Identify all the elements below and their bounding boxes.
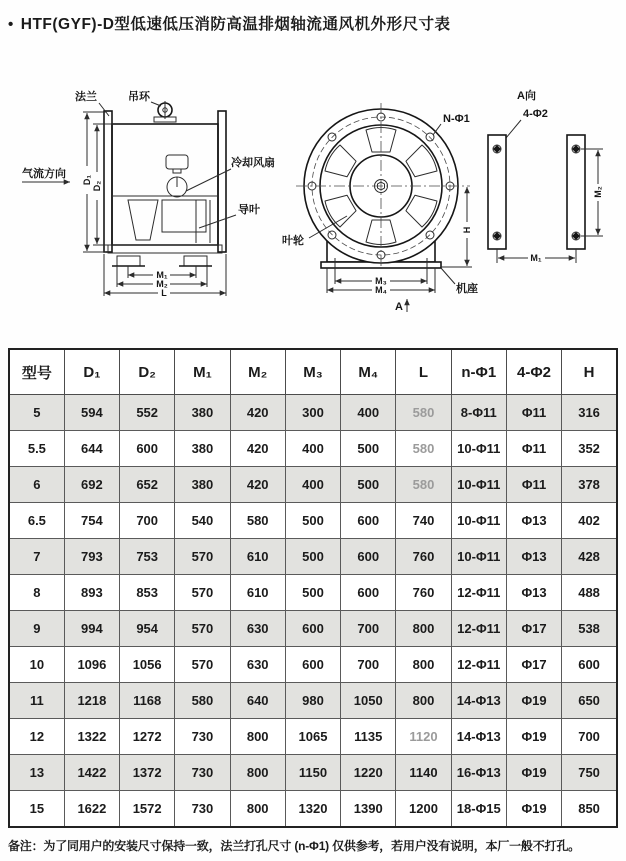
cell-d2: 600 bbox=[120, 431, 175, 467]
label-cooling-fan: 冷却风扇 bbox=[231, 157, 275, 169]
dim-label-l: L bbox=[161, 288, 167, 298]
cell-l: 800 bbox=[396, 647, 451, 683]
cell-model: 12 bbox=[9, 719, 64, 755]
table-row bbox=[9, 431, 617, 467]
table-row bbox=[9, 791, 617, 828]
cell-n-phi1: 8-Φ11 bbox=[451, 395, 506, 431]
cell-m4: 400 bbox=[341, 395, 396, 431]
cell-d2: 1168 bbox=[120, 683, 175, 719]
cell-d2: 1372 bbox=[120, 755, 175, 791]
cell-n-phi1: 10-Φ11 bbox=[451, 467, 506, 503]
cell-n-phi1: 10-Φ11 bbox=[451, 503, 506, 539]
cell-m1: 580 bbox=[175, 683, 230, 719]
cell-m2: 420 bbox=[230, 431, 285, 467]
cell-m2: 800 bbox=[230, 719, 285, 755]
cell-m4: 1390 bbox=[341, 791, 396, 828]
cell-m3: 500 bbox=[285, 539, 340, 575]
cell-m4: 1135 bbox=[341, 719, 396, 755]
cell-l: 760 bbox=[396, 575, 451, 611]
label-guide-vane: 导叶 bbox=[238, 204, 260, 216]
cell-m3: 1320 bbox=[285, 791, 340, 828]
cell-m1: 730 bbox=[175, 719, 230, 755]
table-row bbox=[9, 503, 617, 539]
cell-model: 10 bbox=[9, 647, 64, 683]
cell-d1: 1622 bbox=[64, 791, 119, 828]
dim-label-m2-side: M₂ bbox=[156, 279, 168, 289]
cell-m3: 400 bbox=[285, 431, 340, 467]
cell-model: 11 bbox=[9, 683, 64, 719]
cell-model: 5 bbox=[9, 395, 64, 431]
cell-l: 1200 bbox=[396, 791, 451, 828]
cell-n-phi1: 12-Φ11 bbox=[451, 611, 506, 647]
dim-label-m1-side: M₁ bbox=[156, 270, 168, 280]
cell-4-phi2: Φ11 bbox=[506, 395, 561, 431]
cell-d2: 1056 bbox=[120, 647, 175, 683]
cell-d1: 594 bbox=[64, 395, 119, 431]
cell-m1: 570 bbox=[175, 611, 230, 647]
cell-d1: 994 bbox=[64, 611, 119, 647]
cell-h: 402 bbox=[562, 503, 617, 539]
cell-m4: 600 bbox=[341, 503, 396, 539]
cell-m1: 730 bbox=[175, 791, 230, 828]
header-d1: D₁ bbox=[64, 349, 119, 395]
header-n-phi1: n-Φ1 bbox=[451, 349, 506, 395]
cell-m4: 700 bbox=[341, 647, 396, 683]
cell-d2: 853 bbox=[120, 575, 175, 611]
dim-label-m3: M₃ bbox=[375, 276, 387, 286]
dim-label-m4: M₄ bbox=[375, 285, 387, 295]
table-row bbox=[9, 575, 617, 611]
cell-m2: 640 bbox=[230, 683, 285, 719]
cell-l: 580 bbox=[396, 431, 451, 467]
cell-n-phi1: 16-Φ13 bbox=[451, 755, 506, 791]
side-view-drawing bbox=[22, 89, 275, 298]
header-m1: M₁ bbox=[175, 349, 230, 395]
footnote: 备注：为了同用户的安装尺寸保持一致，法兰打孔尺寸 (n-Φ1) 仅供参考，若用户没有说明，本厂一般不打孔。 bbox=[8, 839, 580, 853]
cell-4-phi2: Φ19 bbox=[506, 683, 561, 719]
cell-m1: 570 bbox=[175, 575, 230, 611]
header-m2: M₂ bbox=[230, 349, 285, 395]
cell-d2: 954 bbox=[120, 611, 175, 647]
table-header bbox=[9, 349, 617, 395]
cell-m4: 1050 bbox=[341, 683, 396, 719]
table-row bbox=[9, 611, 617, 647]
cell-m1: 570 bbox=[175, 539, 230, 575]
cell-m3: 1065 bbox=[285, 719, 340, 755]
cell-h: 700 bbox=[562, 719, 617, 755]
cell-n-phi1: 12-Φ11 bbox=[451, 575, 506, 611]
cell-d2: 700 bbox=[120, 503, 175, 539]
cell-d1: 754 bbox=[64, 503, 119, 539]
label-impeller: 叶轮 bbox=[282, 235, 304, 247]
cell-m4: 500 bbox=[341, 431, 396, 467]
bullet-icon: • bbox=[8, 16, 14, 33]
cell-m2: 580 bbox=[230, 503, 285, 539]
cell-model: 6.5 bbox=[9, 503, 64, 539]
table-header-row bbox=[9, 349, 617, 395]
cell-l: 800 bbox=[396, 683, 451, 719]
label-base: 机座 bbox=[456, 283, 478, 295]
cell-m3: 500 bbox=[285, 503, 340, 539]
cell-h: 428 bbox=[562, 539, 617, 575]
header-h: H bbox=[562, 349, 617, 395]
cell-d2: 652 bbox=[120, 467, 175, 503]
cell-m4: 500 bbox=[341, 467, 396, 503]
label-a-view: A向 bbox=[517, 90, 536, 102]
table-row bbox=[9, 683, 617, 719]
cell-m2: 420 bbox=[230, 395, 285, 431]
cell-m1: 380 bbox=[175, 431, 230, 467]
cell-n-phi1: 14-Φ13 bbox=[451, 719, 506, 755]
table-row bbox=[9, 395, 617, 431]
table-row bbox=[9, 539, 617, 575]
cell-m1: 380 bbox=[175, 467, 230, 503]
dimension-diagram bbox=[0, 68, 626, 348]
cell-4-phi2: Φ11 bbox=[506, 467, 561, 503]
label-lifting-ring: 吊环 bbox=[128, 91, 150, 103]
cell-d1: 692 bbox=[64, 467, 119, 503]
cell-d1: 1096 bbox=[64, 647, 119, 683]
cell-model: 13 bbox=[9, 755, 64, 791]
cell-m4: 1220 bbox=[341, 755, 396, 791]
cell-m1: 540 bbox=[175, 503, 230, 539]
label-n-phi1: N-Φ1 bbox=[443, 113, 470, 125]
cell-m2: 610 bbox=[230, 575, 285, 611]
header-d2: D₂ bbox=[120, 349, 175, 395]
cell-d2: 753 bbox=[120, 539, 175, 575]
cell-l: 800 bbox=[396, 611, 451, 647]
cell-m3: 1150 bbox=[285, 755, 340, 791]
cell-m3: 400 bbox=[285, 467, 340, 503]
cell-h: 750 bbox=[562, 755, 617, 791]
cell-m1: 730 bbox=[175, 755, 230, 791]
table-body bbox=[9, 395, 617, 828]
cell-m3: 500 bbox=[285, 575, 340, 611]
cell-d1: 1322 bbox=[64, 719, 119, 755]
cell-model: 7 bbox=[9, 539, 64, 575]
table-row bbox=[9, 467, 617, 503]
cell-d2: 552 bbox=[120, 395, 175, 431]
cell-h: 488 bbox=[562, 575, 617, 611]
cell-l: 1120 bbox=[396, 719, 451, 755]
header-m3: M₃ bbox=[285, 349, 340, 395]
cell-m1: 380 bbox=[175, 395, 230, 431]
cell-h: 378 bbox=[562, 467, 617, 503]
cell-n-phi1: 10-Φ11 bbox=[451, 539, 506, 575]
table-row bbox=[9, 755, 617, 791]
cell-h: 600 bbox=[562, 647, 617, 683]
cell-l: 760 bbox=[396, 539, 451, 575]
cell-4-phi2: Φ11 bbox=[506, 431, 561, 467]
header-model: 型号 bbox=[9, 349, 64, 395]
cell-m2: 610 bbox=[230, 539, 285, 575]
cell-4-phi2: Φ19 bbox=[506, 755, 561, 791]
cell-4-phi2: Φ17 bbox=[506, 647, 561, 683]
cell-n-phi1: 12-Φ11 bbox=[451, 647, 506, 683]
table-row bbox=[9, 647, 617, 683]
cell-model: 9 bbox=[9, 611, 64, 647]
cell-m2: 420 bbox=[230, 467, 285, 503]
cell-4-phi2: Φ17 bbox=[506, 611, 561, 647]
label-airflow-direction: 气流方向 bbox=[22, 168, 66, 180]
label-flange: 法兰 bbox=[75, 91, 97, 103]
cell-model: 8 bbox=[9, 575, 64, 611]
cell-m4: 600 bbox=[341, 575, 396, 611]
cell-n-phi1: 10-Φ11 bbox=[451, 431, 506, 467]
cell-m1: 570 bbox=[175, 647, 230, 683]
cell-h: 316 bbox=[562, 395, 617, 431]
cell-l: 580 bbox=[396, 467, 451, 503]
cell-n-phi1: 14-Φ13 bbox=[451, 683, 506, 719]
cell-m2: 630 bbox=[230, 611, 285, 647]
cell-l: 740 bbox=[396, 503, 451, 539]
cell-m2: 800 bbox=[230, 755, 285, 791]
cell-4-phi2: Φ13 bbox=[506, 539, 561, 575]
cell-4-phi2: Φ19 bbox=[506, 719, 561, 755]
cell-model: 6 bbox=[9, 467, 64, 503]
cell-d1: 1218 bbox=[64, 683, 119, 719]
cell-4-phi2: Φ13 bbox=[506, 575, 561, 611]
dim-label-m2-aview: M₂ bbox=[593, 186, 603, 198]
cell-d1: 1422 bbox=[64, 755, 119, 791]
cell-4-phi2: Φ13 bbox=[506, 503, 561, 539]
header-l: L bbox=[396, 349, 451, 395]
cell-m3: 300 bbox=[285, 395, 340, 431]
cell-l: 580 bbox=[396, 395, 451, 431]
dim-label-d2: D₂ bbox=[92, 180, 102, 192]
dimension-table bbox=[8, 348, 618, 828]
cell-d1: 644 bbox=[64, 431, 119, 467]
label-4-phi2: 4-Φ2 bbox=[523, 108, 548, 120]
cell-h: 538 bbox=[562, 611, 617, 647]
cell-d2: 1272 bbox=[120, 719, 175, 755]
cell-h: 352 bbox=[562, 431, 617, 467]
cell-d2: 1572 bbox=[120, 791, 175, 828]
cell-model: 5.5 bbox=[9, 431, 64, 467]
cell-l: 1140 bbox=[396, 755, 451, 791]
page-title-text: HTF(GYF)-D型低速低压消防高温排烟轴流通风机外形尺寸表 bbox=[20, 16, 451, 33]
cell-m4: 600 bbox=[341, 539, 396, 575]
dim-label-h: H bbox=[462, 226, 472, 234]
label-section-a: A bbox=[395, 301, 403, 313]
cell-m2: 800 bbox=[230, 791, 285, 828]
cell-n-phi1: 18-Φ15 bbox=[451, 791, 506, 828]
cell-m2: 630 bbox=[230, 647, 285, 683]
cell-m3: 600 bbox=[285, 611, 340, 647]
header-4-phi2: 4-Φ2 bbox=[506, 349, 561, 395]
cell-h: 650 bbox=[562, 683, 617, 719]
cell-m4: 700 bbox=[341, 611, 396, 647]
cell-4-phi2: Φ19 bbox=[506, 791, 561, 828]
cell-d1: 893 bbox=[64, 575, 119, 611]
table-row bbox=[9, 719, 617, 755]
cell-m3: 980 bbox=[285, 683, 340, 719]
front-view-drawing bbox=[282, 103, 478, 313]
page-title bbox=[8, 12, 450, 34]
cell-h: 850 bbox=[562, 791, 617, 828]
a-view-drawing bbox=[488, 88, 604, 263]
dim-label-m1-aview: M₁ bbox=[530, 253, 542, 263]
header-m4: M₄ bbox=[341, 349, 396, 395]
cell-model: 15 bbox=[9, 791, 64, 828]
dim-label-d1: D₁ bbox=[82, 174, 92, 186]
cell-m3: 600 bbox=[285, 647, 340, 683]
cell-d1: 793 bbox=[64, 539, 119, 575]
